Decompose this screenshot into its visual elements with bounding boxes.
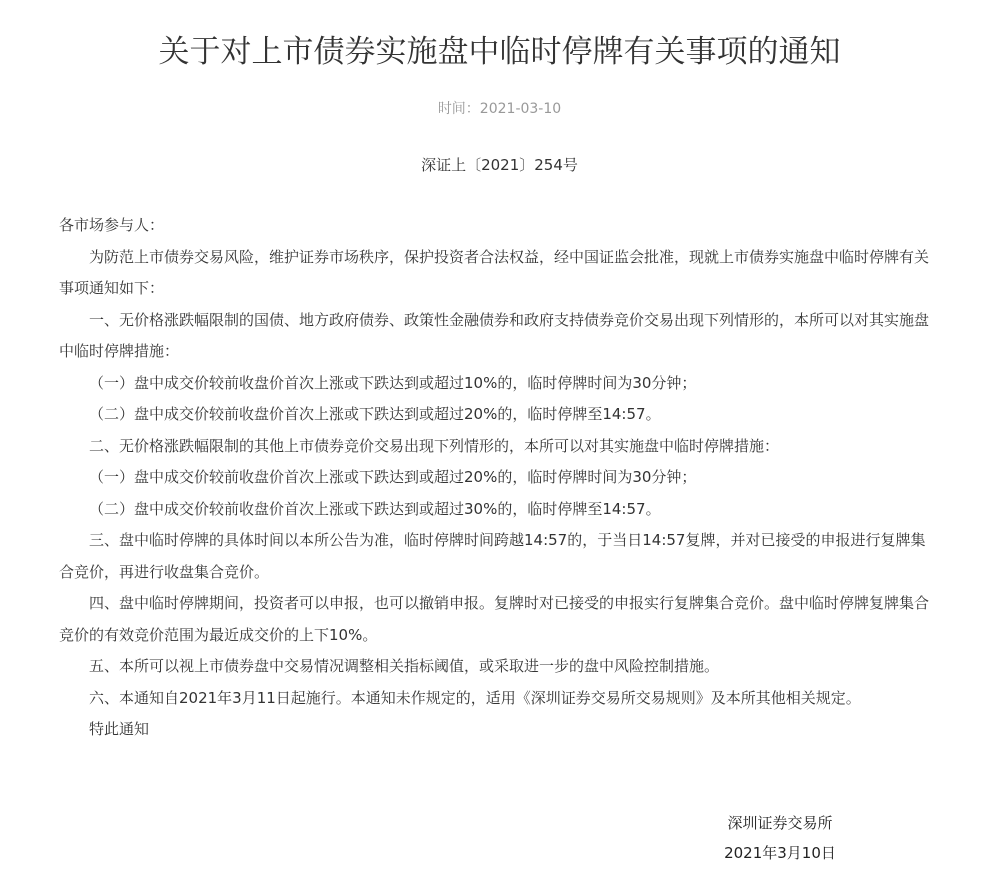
notice-title: 关于对上市债券实施盘中临时停牌有关事项的通知 [158,34,841,70]
paragraph-article-1: 一、无价格涨跌幅限制的国债、地方政府债券、政策性金融债券和政府支持债券竞价交易出现下列情形的，本所可以对其实施盘中临时停牌措施： [59,310,930,360]
paragraph-article-2-item-2: （二）盘中成交价较前收盘价首次上涨或下跌达到或超过30%的，临时停牌至14:57。 [89,499,661,518]
paragraph-article-2-item-1: （一）盘中成交价较前收盘价首次上涨或下跌达到或超过20%的，临时停牌时间为30分钟； [89,468,697,486]
paragraph-article-4: 四、盘中临时停牌期间，投资者可以申报，也可以撤销申报。复牌时对已接受的申报实行复牌集合竞价。盘中临时停牌复牌集合竞价的有效竞价范围为最近成交价的上下10%。 [59,594,930,644]
paragraph-article-6: 六、本通知自2021年3月11日起施行。本通知未作规定的，适用《深圳证券交易所交易规则》及本所其他相关规定。 [89,688,861,707]
publish-time: 时间：2021-03-10 [437,101,562,117]
paragraph-article-2: 二、无价格涨跌幅限制的其他上市债券竞价交易出现下列情形的，本所可以对其实施盘中临时停牌措施： [89,436,780,455]
paragraph-intro: 为防范上市债券交易风险，维护证券市场秩序，保护投资者合法权益，经中国证监会批准，现就上市债券实施盘中临时停牌有关事项通知如下： [59,247,930,297]
paragraph-article-1-item-1: （一）盘中成交价较前收盘价首次上涨或下跌达到或超过10%的，临时停牌时间为30分钟； [89,373,697,392]
signature-date: 2021年3月10日 [724,844,836,862]
paragraph-article-5: 五、本所可以视上市债券盘中交易情况调整相关指标阈值，或采取进一步的盘中风险控制措施。 [89,657,720,675]
issuer-name: 深圳证券交易所 [727,814,833,832]
closing-remark: 特此通知 [89,720,150,738]
document-number: 深证上〔2021〕254号 [421,156,578,174]
paragraph-article-1-item-2: （二）盘中成交价较前收盘价首次上涨或下跌达到或超过20%的，临时停牌至14:57。 [89,405,661,423]
paragraph-article-3: 三、盘中临时停牌的具体时间以本所公告为准，临时停牌时间跨越14:57的，于当日14:57复牌，并对已接受的申报进行复牌集合竞价，再进行收盘集合竞价。 [59,531,926,581]
notice-body [59,210,939,746]
salutation: 各市场参与人： [59,216,165,234]
signature-block [700,808,860,868]
